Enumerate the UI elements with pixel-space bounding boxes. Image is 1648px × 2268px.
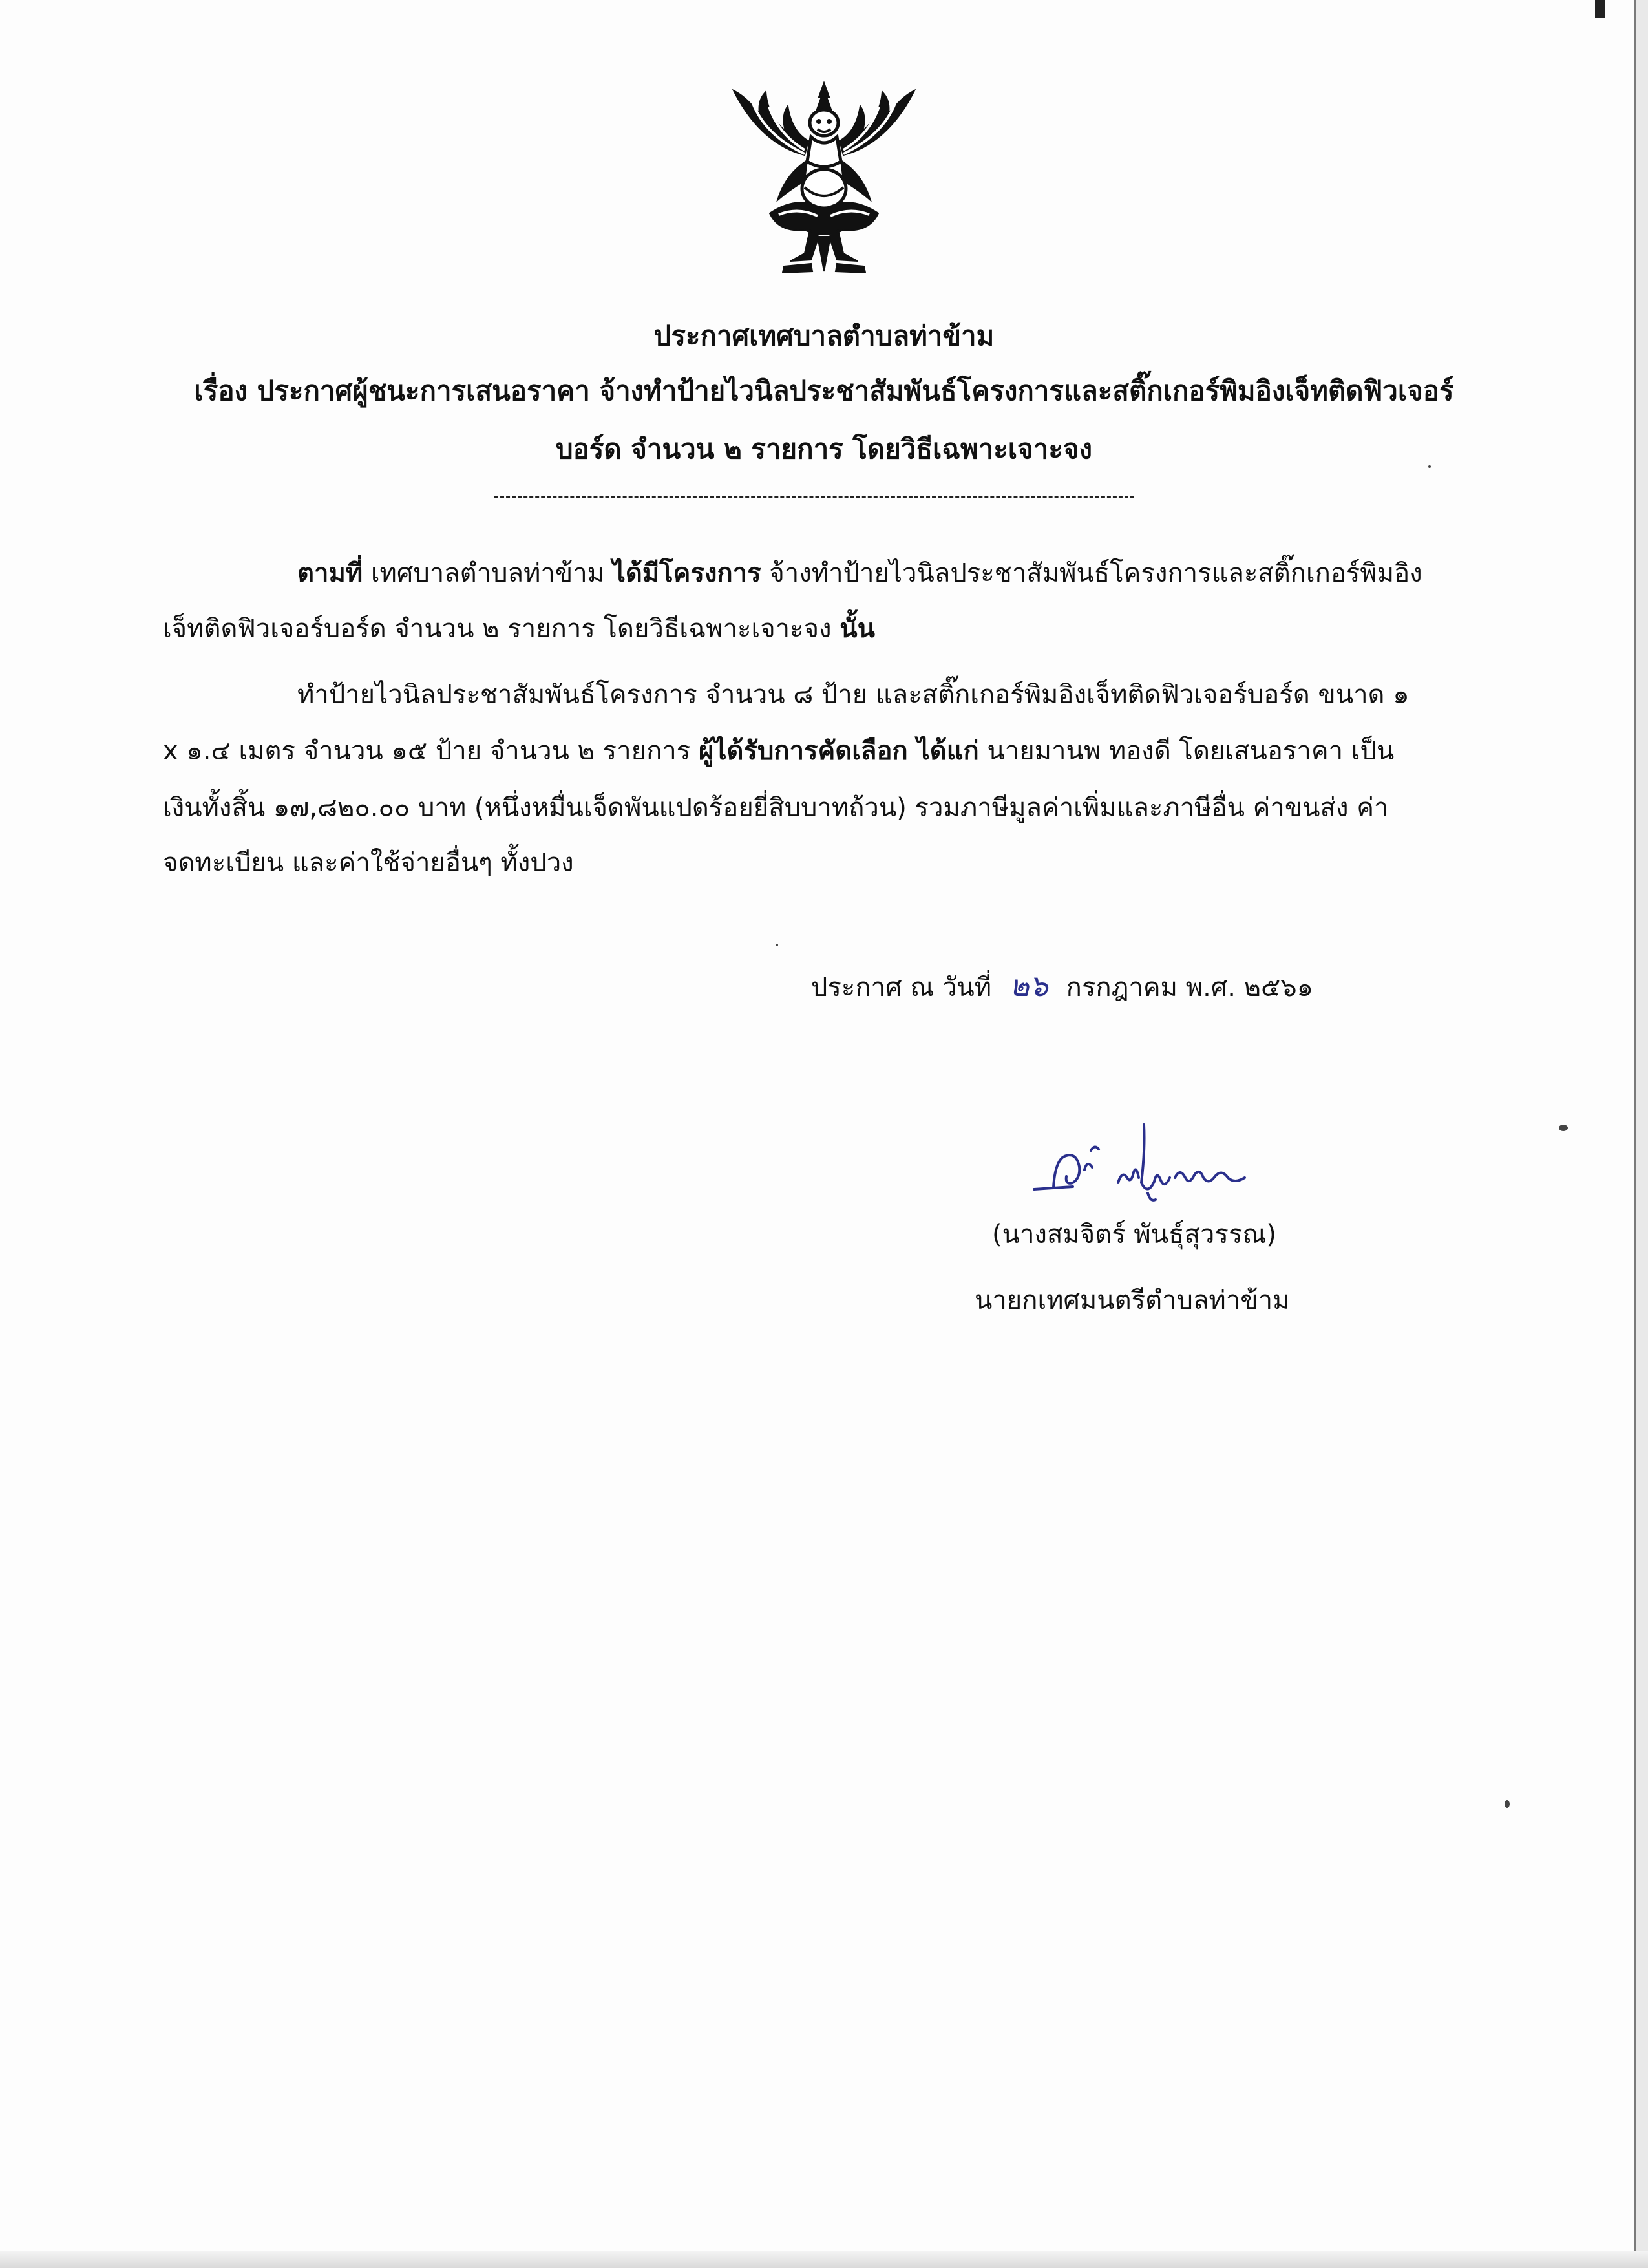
subject-line: เรื่อง ประกาศผู้ชนะการเสนอราคา จ้างทำป้ายไวนิลประชาสัมพันธ์โครงการและสติ๊กเกอร์พิมอิงเจ็ทติดฟิวเจอร์ bbox=[194, 375, 1454, 407]
text: จ้างทำป้ายไวนิลประชาสัมพันธ์โครงการและสติ๊กเกอร์พิมอิง bbox=[761, 558, 1422, 588]
paragraph-2-line-4: จดทะเบียน และค่าใช้จ่ายอื่นๆ ทั้งปวง bbox=[163, 848, 574, 878]
document-title: ประกาศเทศบาลตำบลท่าข้าม bbox=[653, 320, 995, 352]
signer-position: นายกเทศมนตรีตำบลท่าข้าม bbox=[975, 1286, 1290, 1315]
text-bold: ได้มีโครงการ bbox=[612, 558, 761, 588]
garuda-emblem-icon bbox=[708, 78, 940, 288]
paragraph-2-line-1: ทำป้ายไวนิลประชาสัมพันธ์โครงการ จำนวน ๘ ป้าย และสติ๊กเกอร์พิมอิงเจ็ทติดฟิวเจอร์บอร์ด ขนาด ๑ bbox=[297, 680, 1410, 710]
scan-edge-bottom bbox=[0, 2251, 1648, 2268]
text-bold: ตามที่ bbox=[297, 558, 363, 588]
divider-line bbox=[494, 496, 1134, 498]
paragraph-1-line-1 bbox=[297, 554, 1422, 593]
text-bold: ผู้ได้รับการคัดเลือก ได้แก่ bbox=[698, 736, 979, 766]
paragraph-2-line-2 bbox=[163, 732, 1394, 770]
subject-line: บอร์ด จำนวน ๒ รายการ โดยวิธีเฉพาะเจาะจง bbox=[555, 433, 1093, 465]
scan-speck bbox=[1505, 1800, 1510, 1808]
paragraph-2-line-3: เงินทั้งสิ้น ๑๗,๘๒๐.๐๐ บาท (หนึ่งหมื่นเจ็ดพันแปดร้อยยี่สิบบาทถ้วน) รวมภาษีมูลค่าเพิ่มและภาษีอื่น ค่าขนส่ง ค่า bbox=[163, 793, 1389, 823]
handwritten-day: ๒๖ bbox=[1009, 968, 1048, 1003]
text: นายมานพ ทองดี โดยเสนอราคา เป็น bbox=[978, 736, 1395, 766]
announcement-date bbox=[811, 966, 1313, 1007]
scan-speck bbox=[776, 944, 778, 946]
scan-corner-mark bbox=[1595, 0, 1605, 18]
scan-speck bbox=[1559, 1125, 1568, 1131]
date-month-year: กรกฎาคม พ.ศ. ๒๕๖๑ bbox=[1066, 973, 1314, 1002]
text: เจ็ทติดฟิวเจอร์บอร์ด จำนวน ๒ รายการ โดยวิธีเฉพาะเจาะจง bbox=[163, 614, 840, 644]
text-bold: นั้น bbox=[840, 614, 875, 644]
paragraph-1-line-2 bbox=[163, 609, 875, 648]
text: x ๑.๔ เมตร จำนวน ๑๕ ป้าย จำนวน ๒ รายการ bbox=[163, 736, 699, 766]
date-prefix: ประกาศ ณ วันที่ bbox=[811, 973, 992, 1002]
signer-name: (นางสมจิตร์ พันธุ์สุวรรณ) bbox=[992, 1220, 1277, 1249]
text: เทศบาลตำบลท่าข้าม bbox=[363, 558, 613, 588]
handwritten-signature bbox=[1028, 1105, 1260, 1209]
